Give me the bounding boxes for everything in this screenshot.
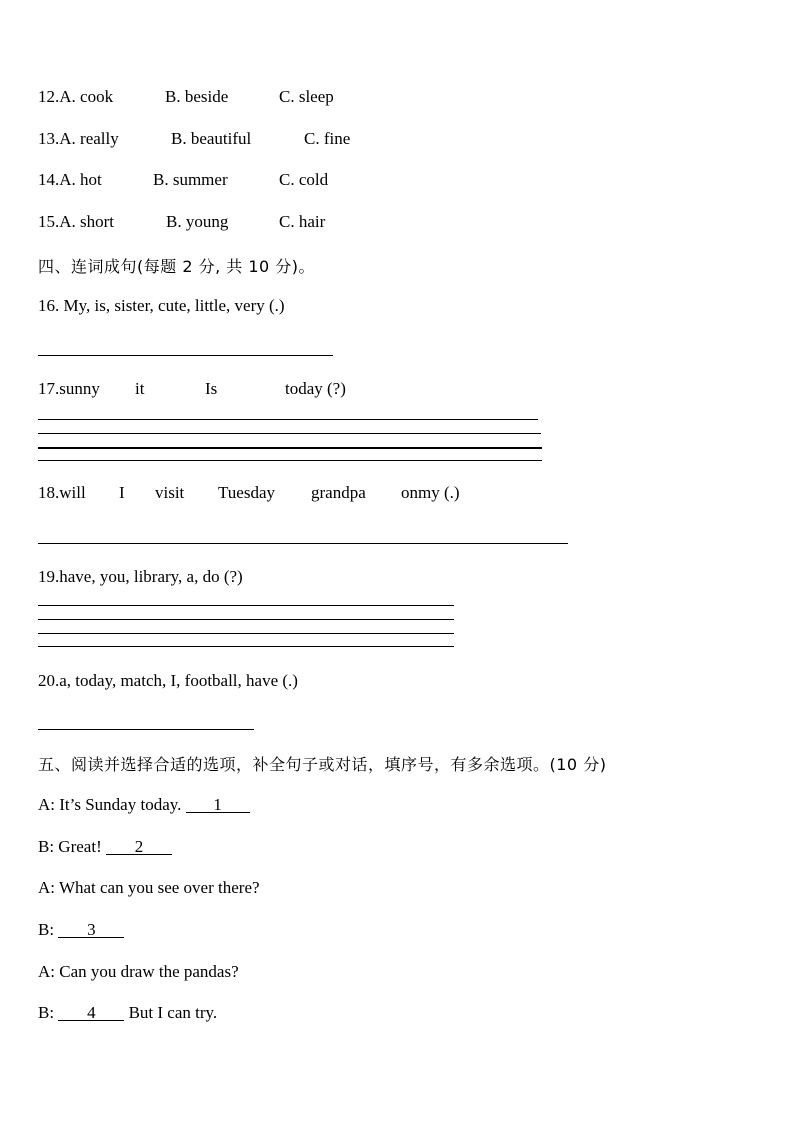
answer-line[interactable]	[38, 543, 568, 544]
word: sunny	[59, 379, 100, 398]
question-number: 14.	[38, 170, 60, 189]
answer-line[interactable]	[38, 605, 454, 606]
option-a: A. short	[59, 212, 115, 231]
question-16: 16. My, is, sister, cute, little, very (.)	[38, 296, 285, 315]
answer-blank[interactable]: 1	[186, 797, 250, 813]
answer-line[interactable]	[38, 646, 454, 647]
word: Tuesday	[218, 483, 275, 502]
option-b: B. beautiful	[171, 129, 252, 148]
question-19: 19.have, you, library, a, do (?)	[38, 567, 243, 586]
question-number: 13.	[38, 129, 60, 148]
dialog-text: But I can try.	[124, 1003, 218, 1022]
option-b: B. summer	[153, 170, 228, 189]
answer-line[interactable]	[38, 460, 542, 461]
dialog-text: B: Great!	[38, 837, 106, 856]
answer-line[interactable]	[38, 355, 333, 356]
option-c: C. sleep	[279, 87, 334, 106]
option-b: B. beside	[165, 87, 229, 106]
dialog-line	[38, 1003, 217, 1023]
dialog-text: B:	[38, 1003, 59, 1022]
option-a: A. cook	[59, 87, 114, 106]
dialog-line	[38, 837, 172, 857]
word: Is	[205, 379, 218, 398]
section-4-heading: 四、连词成句(每题 2 分, 共 10 分)。	[38, 257, 316, 276]
answer-blank[interactable]: 4	[58, 1005, 124, 1021]
question-number: 15.	[38, 212, 60, 231]
option-c: C. fine	[304, 129, 351, 148]
answer-line[interactable]	[38, 433, 541, 434]
question-20: 20.a, today, match, I, football, have (.)	[38, 671, 298, 690]
question-number: 17.	[38, 379, 60, 398]
word: will	[59, 483, 86, 502]
answer-blank[interactable]: 3	[58, 922, 124, 938]
dialog-text: B:	[38, 920, 59, 939]
word: today (?)	[285, 379, 346, 398]
word: onmy (.)	[401, 483, 460, 502]
option-c: C. hair	[279, 212, 326, 231]
option-b: B. young	[166, 212, 229, 231]
answer-blank[interactable]: 2	[106, 839, 172, 855]
dialog-line	[38, 795, 250, 815]
dialog-text: A: It’s Sunday today.	[38, 795, 186, 814]
dialog-line	[38, 920, 124, 940]
dialog-line: A: What can you see over there?	[38, 878, 260, 897]
question-number: 12.	[38, 87, 60, 106]
dialog-line: A: Can you draw the pandas?	[38, 962, 239, 981]
answer-line[interactable]	[38, 447, 542, 449]
word: it	[135, 379, 145, 398]
section-5-heading: 五、阅读并选择合适的选项，补全句子或对话，填序号，有多余选项。(10 分)	[38, 755, 607, 774]
option-a: A. hot	[59, 170, 102, 189]
question-number: 18.	[38, 483, 60, 502]
word: visit	[155, 483, 185, 502]
answer-line[interactable]	[38, 619, 454, 620]
option-a: A. really	[59, 129, 119, 148]
answer-line[interactable]	[38, 729, 254, 730]
option-c: C. cold	[279, 170, 329, 189]
word: I	[119, 483, 125, 502]
answer-line[interactable]	[38, 419, 538, 420]
answer-line[interactable]	[38, 633, 454, 634]
word: grandpa	[311, 483, 366, 502]
